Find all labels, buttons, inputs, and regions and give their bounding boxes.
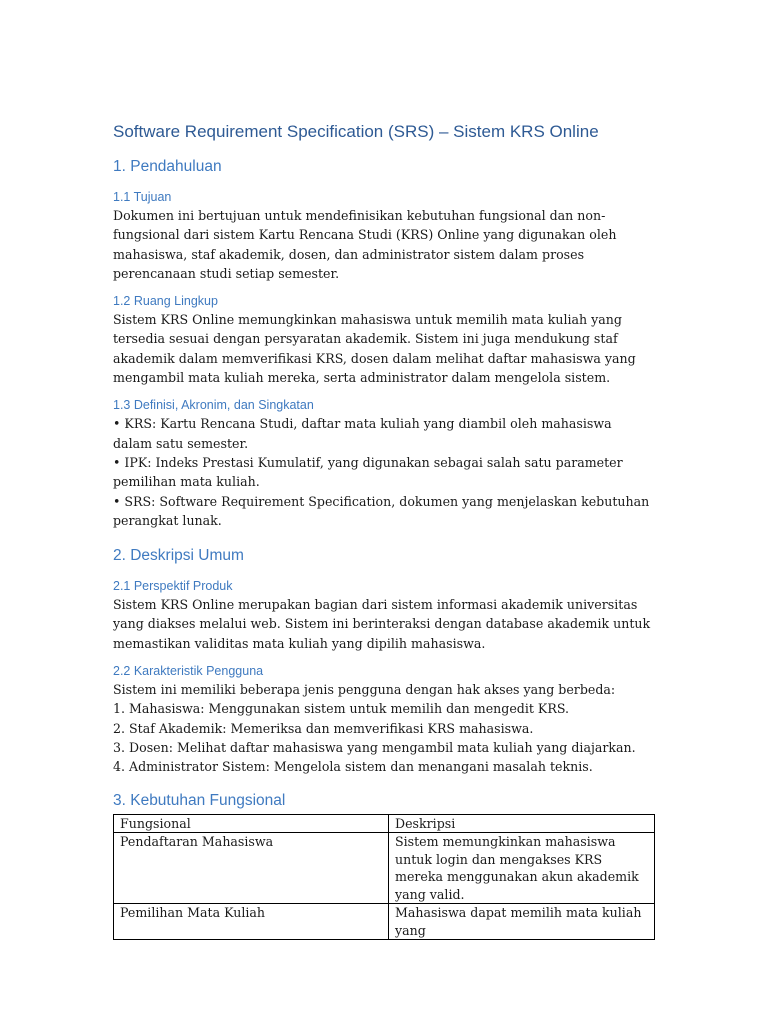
table-cell: Sistem memungkinkan mahasiswa untuk login dan mengakses KRS mereka menggunakan akun akademik yang valid. [389, 833, 655, 904]
section-2-heading: 2. Deskripsi Umum [113, 547, 244, 565]
document-title: Software Requirement Specification (SRS) – Sistem KRS Online [113, 122, 599, 141]
user-type-item: 2. Staf Akademik: Memeriksa dan memverifikasi KRS mahasiswa. [113, 720, 534, 736]
table-row [114, 833, 655, 904]
section-1-3-heading: 1.3 Definisi, Akronim, dan Singkatan [113, 398, 314, 413]
user-type-item: 1. Mahasiswa: Menggunakan sistem untuk memilih dan mengedit KRS. [113, 701, 570, 717]
definitions-list [113, 414, 653, 530]
table-header-row [114, 814, 655, 833]
document-content [113, 122, 653, 940]
user-characteristics [113, 680, 653, 776]
section-1-2-text: Sistem KRS Online memungkinkan mahasiswa untuk memilih mata kuliah yang tersedia sesuai dengan persyaratan akademik. Sistem ini juga mendukung staf akademik dalam memverifikasi KRS, dosen dalam melihat daftar mahasiswa yang mengambil mata kuliah mereka, serta administrator dalam mengelola sistem. [113, 312, 636, 386]
user-type-item: 3. Dosen: Melihat daftar mahasiswa yang mengambil mata kuliah yang diajarkan. [113, 739, 636, 755]
table-row [114, 904, 655, 940]
user-type-item: 4. Administrator Sistem: Mengelola sistem dan menangani masalah teknis. [113, 759, 593, 775]
section-2-1-text: Sistem KRS Online merupakan bagian dari sistem informasi akademik universitas yang diakses melalui web. Sistem ini berinteraksi dengan database akademik untuk memastikan validitas mata kuliah yang dipilih mahasiswa. [113, 597, 651, 651]
section-2-1-heading: 2.1 Perspektif Produk [113, 579, 233, 594]
table-cell: Pemilihan Mata Kuliah [114, 904, 389, 940]
section-2-2-heading: 2.2 Karakteristik Pengguna [113, 664, 264, 679]
section-1-1-text: Dokumen ini bertujuan untuk mendefinisikan kebutuhan fungsional dan non-fungsional dari sistem Kartu Rencana Studi (KRS) Online yang digunakan oleh mahasiswa, staf akademik, dosen, dan administrator sistem dalam proses perencanaan studi setiap semester. [113, 208, 617, 281]
user-characteristics-intro: Sistem ini memiliki beberapa jenis pengguna dengan hak akses yang berbeda: [113, 682, 616, 698]
table-header-cell: Deskripsi [389, 814, 655, 833]
section-1-heading: 1. Pendahuluan [113, 158, 222, 175]
definition-item-ipk: • IPK: Indeks Prestasi Kumulatif, yang digunakan sebagai salah satu parameter pemilihan mata kuliah. [113, 454, 623, 490]
table-header-cell: Fungsional [114, 814, 389, 833]
functional-requirements-table [113, 814, 655, 941]
table-cell: Mahasiswa dapat memilih mata kuliah yang [389, 904, 655, 940]
table-cell: Pendaftaran Mahasiswa [114, 833, 389, 904]
section-1-2-heading: 1.2 Ruang Lingkup [113, 294, 218, 309]
section-3-heading: 3. Kebutuhan Fungsional [113, 791, 286, 809]
definition-item-srs: • SRS: Software Requirement Specification, dokumen yang menjelaskan kebutuhan perangkat lunak. [113, 493, 650, 528]
definition-item-krs: • KRS: Kartu Rencana Studi, daftar mata kuliah yang diambil oleh mahasiswa dalam satu semester. [113, 416, 612, 451]
section-1-1-heading: 1.1 Tujuan [113, 190, 172, 204]
